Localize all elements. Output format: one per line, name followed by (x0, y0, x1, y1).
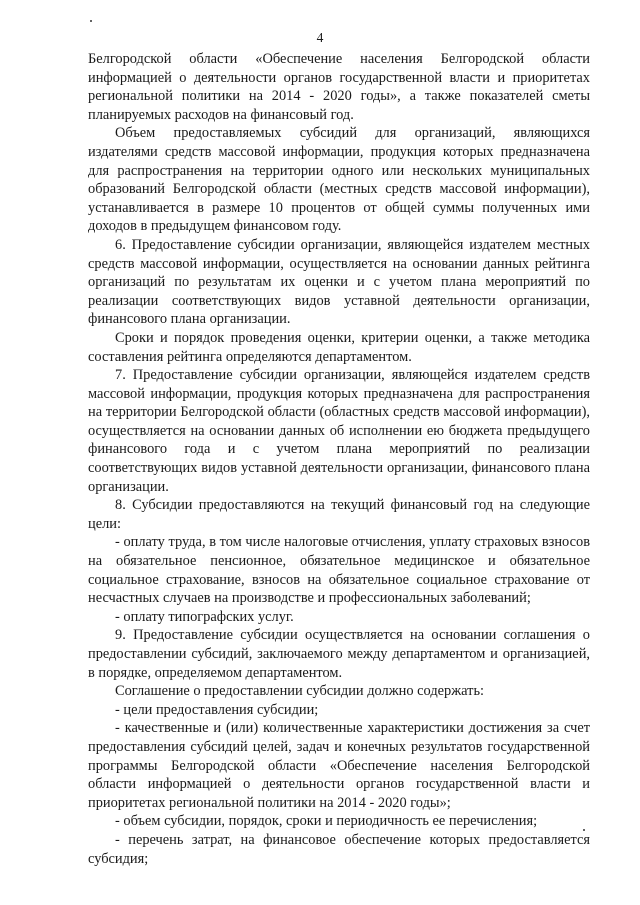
list-item-volume: - объем субсидии, порядок, сроки и периодичность ее перечисления; (115, 813, 538, 830)
document-body (88, 50, 590, 868)
paragraph-item-9: 9. Предоставление субсидии осуществляется на основании соглашения о предоставлении субсидий, заключаемого между департаментом и организацией, в порядке, определяемом департаментом. (88, 627, 590, 681)
paragraph-item-8: 8. Субсидии предоставляются на текущий финансовый год на следующие цели: (88, 497, 590, 532)
list-item-printing: - оплату типографских услуг. (115, 608, 294, 625)
list-item-labor-pay: - оплату труда, в том числе налоговые отчисления, уплату страховых взносов на обязательное пенсионное, обязательное медицинское и обязательное социальное страхование, взносов на обязательное социальное страхование от несчастных случаев на производстве и профессиональных заболеваний; (88, 534, 590, 607)
page-number: 4 (316, 30, 324, 45)
scan-dot-top-left (90, 20, 92, 22)
paragraph-item-6: 6. Предоставление субсидии организации, являющейся издателем местных средств массовой информации, осуществляется на основании данных рейтинга организаций по результатам их оценки и с учетом плана мероприятий по реализации соответствующих видов уставной деятельности организации, финансового плана организации. (88, 236, 590, 328)
list-item-costs: - перечень затрат, на финансовое обеспечение которых предоставляется субсидия; (88, 831, 590, 867)
paragraph-agreement-contents: Соглашение о предоставлении субсидии должно содержать: (115, 683, 485, 700)
paragraph-item-7: 7. Предоставление субсидии организации, являющейся издателем средств массовой информации, продукция которых предназначена для распространения на территории Белгородской области (областных средств массовой информации), осуществляется на основании данных об исполнении ею бюджета предыдущего финансового года и с учетом плана мероприятий по реализации соответствующих видов уставной деятельности организации, финансового плана организации. (88, 367, 590, 495)
paragraph-subsidy-volume: Объем предоставляемых субсидий для организаций, являющихся издателями средств массовой информации, продукция которых предназначена для распространения на территории одного или нескольких муниципальных образований Белгородской области (местных средств массовой информации), устанавливается в размере 10 процентов от общей суммы полученных ими доходов в предыдущем финансовом году. (88, 125, 590, 235)
list-item-goals: - цели предоставления субсидии; (115, 701, 319, 718)
paragraph-continuation: Белгородской области «Обеспечение населения Белгородской области информацией о деятельности органов государственной власти и приоритетах региональной политики на 2014 - 2020 годы», а также показателей сметы планируемых расходов на финансовый год. (88, 51, 590, 123)
list-item-characteristics: - качественные и (или) количественные характеристики достижения за счет предоставления субсидий целей, задач и конечных результатов государственной программы Белгородской области «Обеспечение населения Белгородской области информацией о деятельности органов государственной власти и приоритетах региональной политики на 2014 - 2020 годы»; (88, 720, 590, 811)
paragraph-rating-method: Сроки и порядок проведения оценки, критерии оценки, а также методика составления рейтинга определяются департаментом. (88, 329, 590, 365)
